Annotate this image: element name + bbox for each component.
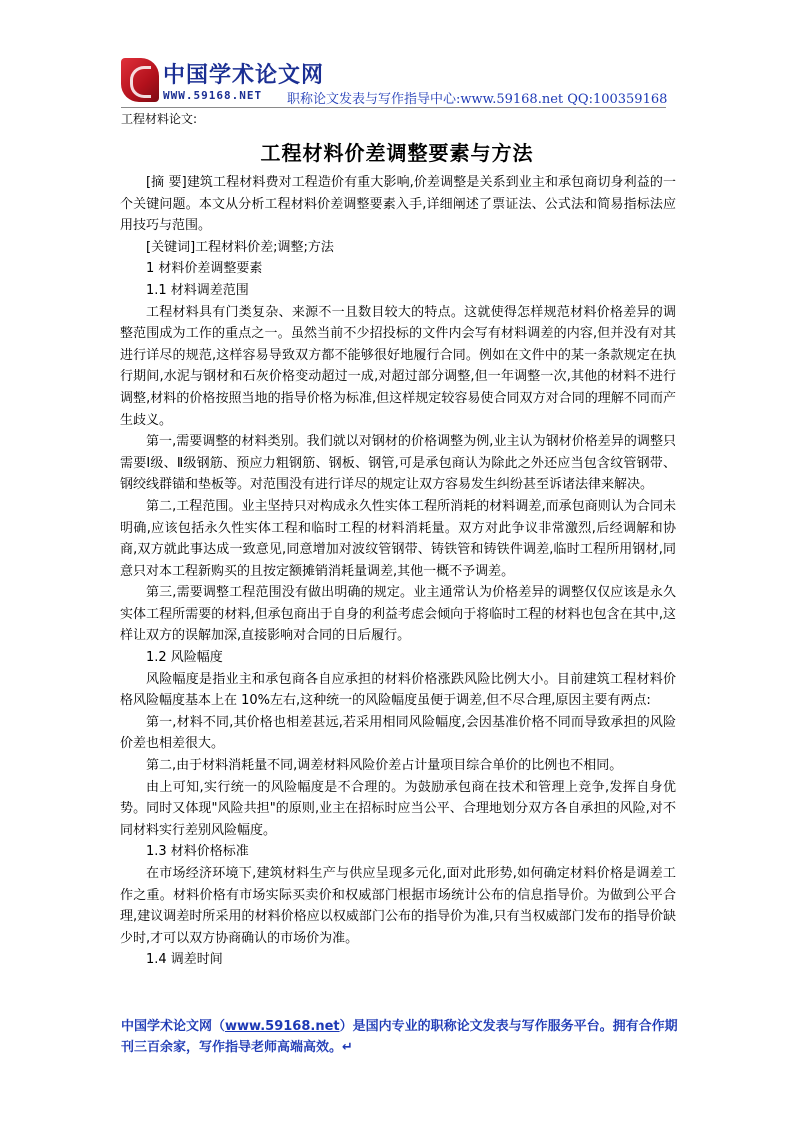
- footer-promo: [121, 1016, 681, 1058]
- footer-suffix: ）是国内专业的职称论文发表与写作服务平台。拥有合作期刊三百余家，写作指导老师高端高效。↵: [121, 1019, 678, 1055]
- paragraph: 在市场经济环境下,建筑材料生产与供应呈现多元化,面对此形势,如何确定材料价格是调差工作之重。材料价格有市场实际买卖价和权威部门根据市场统计公布的信息指导价。为做到公平合理,建议调差时所采用的材料价格应以权威部门公布的指导价为准,只有当权威部门发布的指导价缺少时,才可以双方协商确认的市场价为准。: [120, 866, 676, 946]
- article-body: [120, 172, 676, 971]
- footer-prefix: 中国学术论文网（: [121, 1019, 226, 1034]
- paragraph: 工程材料具有门类复杂、来源不一且数目较大的特点。这就使得怎样规范材料价格差异的调整范围成为工作的重点之一。虽然当前不少招投标的文件内会写有材料调差的内容,但并没有对其进行详尽的规范,这样容易导致双方都不能够很好地履行合同。例如在文件中的某一条款规定在执行期间,水泥与钢材和石灰价格变动超过一成,对超过部分调整,但一年调整一次,其他的材料不进行调整,材料的价格按照当地的指导价格为标准,但这样规定较容易使合同双方对合同的理解不同而产生歧义。: [120, 304, 676, 428]
- subsection-heading: 1.3 材料价格标准: [146, 844, 249, 860]
- page-title: 工程材料价差调整要素与方法: [260, 141, 534, 165]
- header-divider: [121, 107, 666, 108]
- site-logo[interactable]: [121, 56, 325, 106]
- logo-url: WWW.59168.NET: [163, 89, 263, 102]
- paragraph: 第二,由于材料消耗量不同,调差材料风险价差占计量项目综合单价的比例也不相同。: [146, 758, 623, 774]
- header-contact: 职称论文发表与写作指导中心:www.59168.net QQ:100359168: [287, 92, 668, 107]
- logo-emblem-icon: [121, 58, 159, 102]
- subsection-heading: 1.2 风险幅度: [146, 650, 223, 666]
- paragraph: 第一,需要调整的材料类别。我们就以对钢材的价格调整为例,业主认为钢材价格差异的调整只需要Ⅰ级、Ⅱ级钢筋、预应力粗钢筋、钢板、钢管,可是承包商认为除此之外还应当包含纹管钢带、钢绞线群锚和垫板等。对范围没有进行详尽的规定让双方容易发生纠纷甚至诉诸法律来解决。: [120, 434, 676, 493]
- logo-title: 中国学术论文网: [163, 62, 325, 88]
- paragraph: 由上可知,实行统一的风险幅度是不合理的。为鼓励承包商在技术和管理上竞争,发挥自身优势。同时又体现"风险共担"的原则,业主在招标时应当公平、合理地划分双方各自承担的风险,对不同材料实行差别风险幅度。: [120, 779, 676, 838]
- section-heading: 1 材料价差调整要素: [146, 261, 263, 277]
- paragraph: 第二,工程范围。业主坚持只对构成永久性实体工程所消耗的材料调差,而承包商则认为合同未明确,应该包括永久性实体工程和临时工程的材料消耗量。双方对此争议非常激烈,后经调解和协商,双方就此事达成一致意见,同意增加对波纹管钢带、铸铁管和铸铁件调差,临时工程所用钢材,同意只对本工程新购买的且按定额摊销消耗量调差,其他一概不予调差。: [120, 498, 676, 579]
- paragraph-abstract: [摘 要]建筑工程材料费对工程造价有重大影响,价差调整是关系到业主和承包商切身利益的一个关键问题。本文从分析工程材料价差调整要素入手,详细阐述了票证法、公式法和简易指标法应用技巧与范围。: [120, 175, 676, 234]
- subsection-heading: 1.4 调差时间: [146, 952, 223, 968]
- paragraph: 第一,材料不同,其价格也相差甚远,若采用相同风险幅度,会因基准价格不同而导致承担的风险价差也相差很大。: [120, 714, 676, 752]
- footer-site-link[interactable]: www.59168.net: [225, 1019, 340, 1034]
- doc-category-label: 工程材料论文:: [121, 112, 198, 126]
- paragraph-keywords: [关键词]工程材料价差;调整;方法: [146, 239, 334, 255]
- paragraph: 第三,需要调整工程范围没有做出明确的规定。业主通常认为价格差异的调整仅仅应该是永久实体工程所需要的材料,但承包商出于自身的利益考虑会倾向于将临时工程的材料也包含在其中,这样让双方的误解加深,直接影响对合同的日后履行。: [120, 585, 676, 644]
- paragraph: 风险幅度是指业主和承包商各自应承担的材料价格涨跌风险比例大小。目前建筑工程材料价格风险幅度基本上在 10%左右,这种统一的风险幅度虽便于调差,但不尽合理,原因主要有两点:: [120, 671, 676, 709]
- subsection-heading: 1.1 材料调差范围: [146, 282, 249, 298]
